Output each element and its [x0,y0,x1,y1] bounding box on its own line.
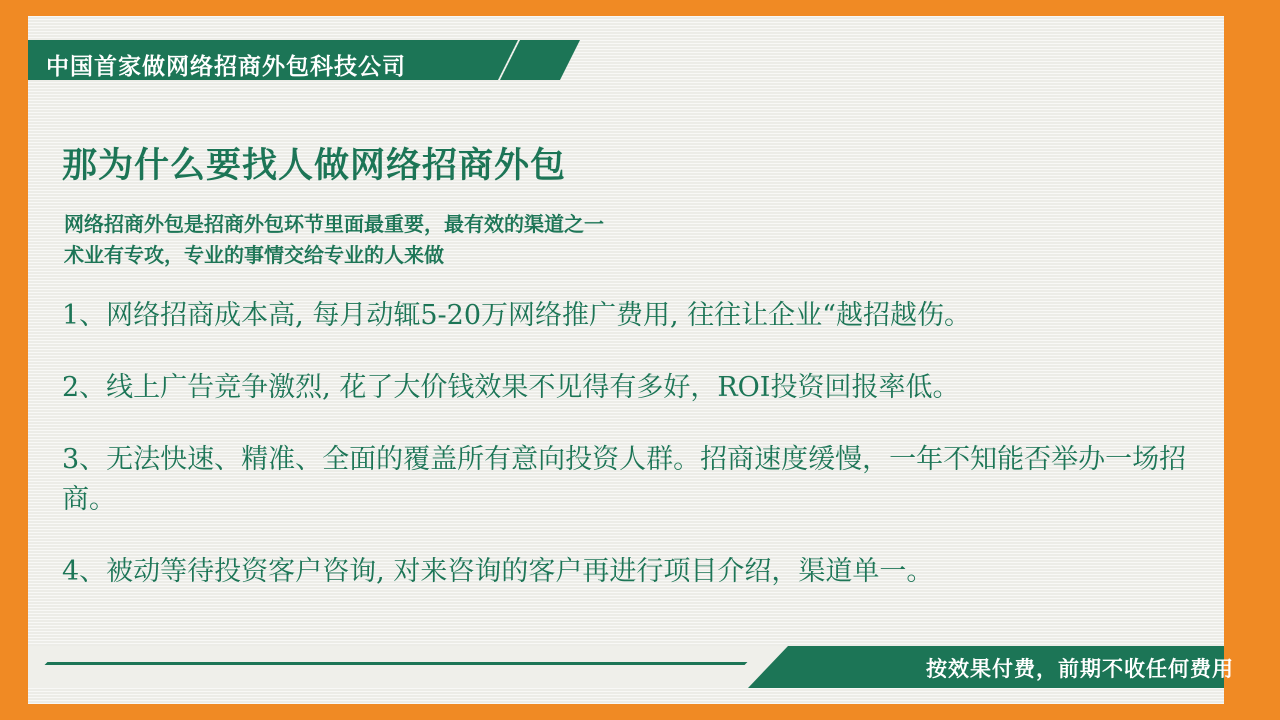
list-item: 4、被动等待投资客户咨询, 对来咨询的客户再进行项目介绍，渠道单一。 [62,556,934,587]
subtitle-line-1: 网络招商外包是招商外包环节里面最重要，最有效的渠道之一 [64,214,604,236]
list-item: 2、线上广告竞争激烈, 花了大价钱效果不见得有多好，ROI投资回报率低。 [62,372,960,403]
page-title: 那为什么要找人做网络招商外包 [62,146,567,185]
header-tagline: 中国首家做网络招商外包科技公司 [46,53,406,79]
reason-list [62,296,1192,624]
footer-tagline: 按效果付费，前期不收任何费用 [926,658,1234,681]
list-item: 1、网络招商成本高, 每月动辄5-20万网络推广费用, 往往让企业“越招越伤。 [62,300,971,331]
footer-notch-shape [28,646,788,688]
page-subtitle [64,210,604,272]
list-item: 3、无法快速、精准、全面的覆盖所有意向投资人群。招商速度缓慢，一年不知能否举办一场招商。 [62,444,1187,515]
subtitle-line-2: 术业有专攻，专业的事情交给专业的人来做 [64,245,444,267]
footer-divider-line [45,662,748,665]
